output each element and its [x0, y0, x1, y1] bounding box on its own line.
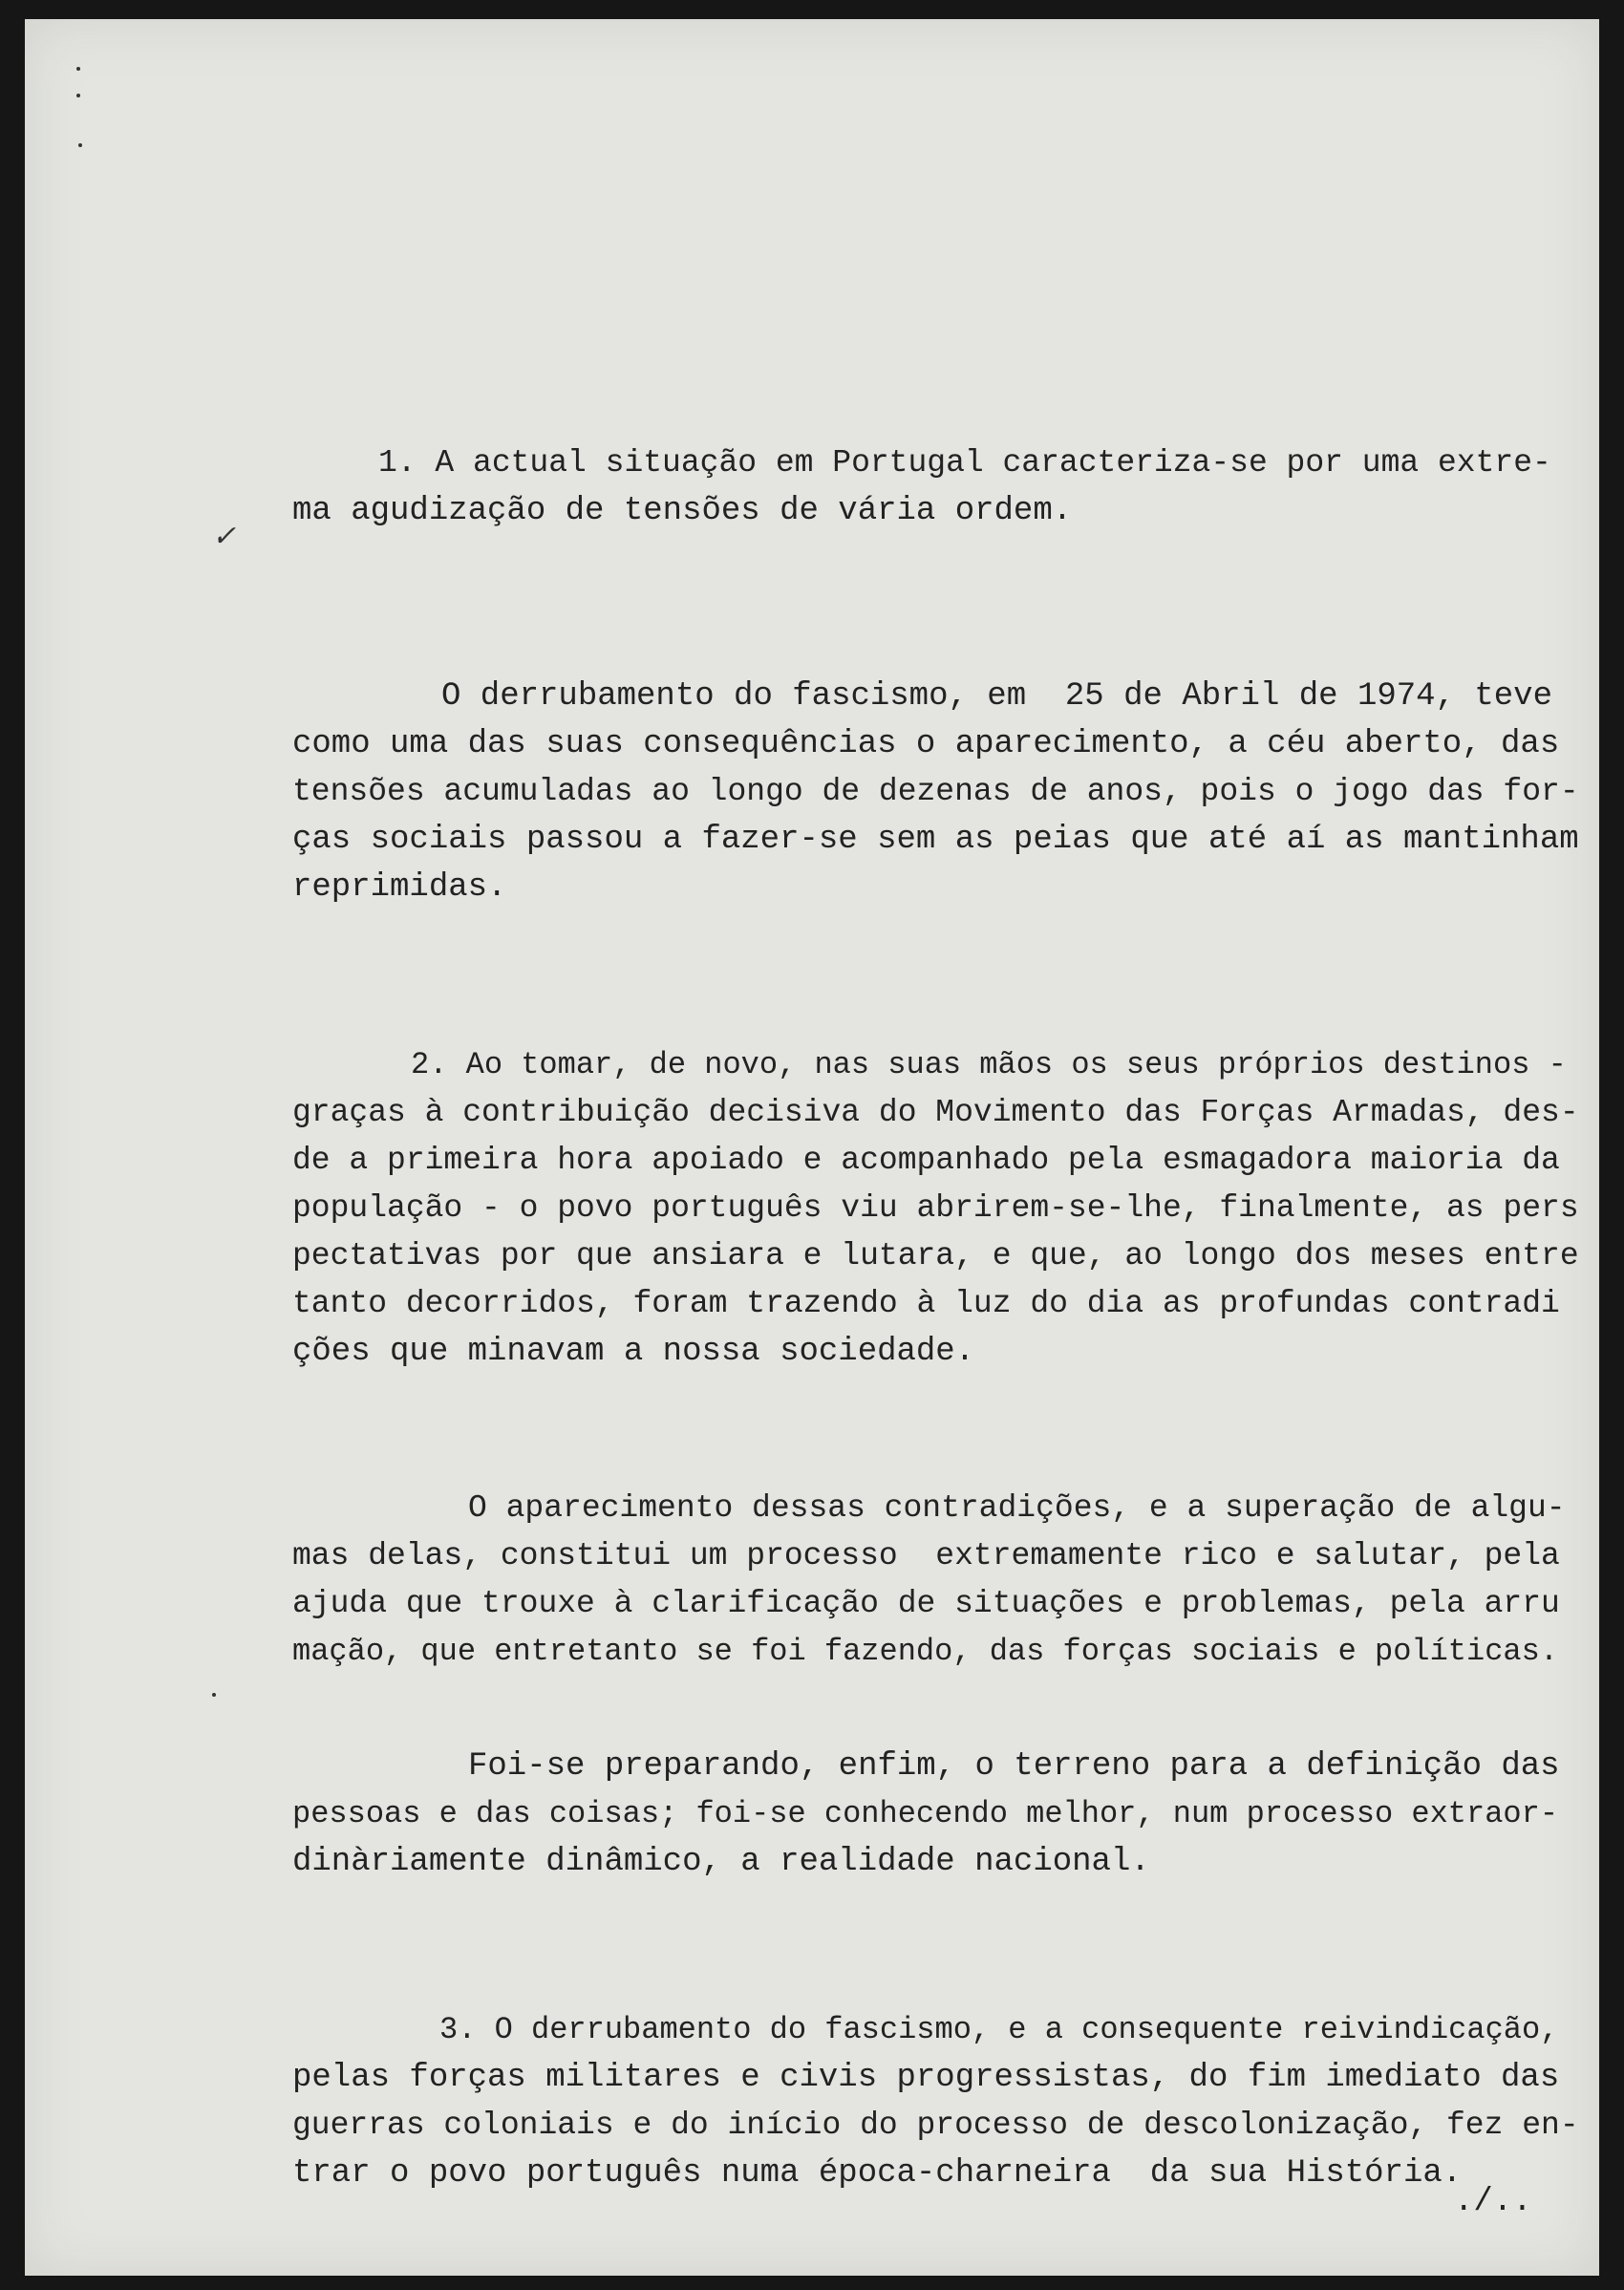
paragraph-3-line-4: população - o povo português viu abrirem-se-lhe, finalmente, as pers [292, 1190, 1579, 1226]
paragraph-5-line-1: Foi-se preparando, enfim, o terreno para a definição das [468, 1748, 1560, 1785]
paragraph-2-line-1: O derrubamento do fascismo, em 25 de Abril de 1974, teve [441, 678, 1552, 715]
paragraph-2-line-4: ças sociais passou a fazer-se sem as peias que até aí as mantinham [292, 822, 1579, 858]
punch-mark [78, 143, 82, 147]
paragraph-4-line-4: mação, que entretanto se foi fazendo, das forças sociais e políticas. [292, 1634, 1559, 1669]
paragraph-3-line-3: de a primeira hora apoiado e acompanhado pela esmagadora maioria da [292, 1143, 1560, 1178]
paragraph-3-line-2: graças à contribuição decisiva do Movimento das Forças Armadas, des- [292, 1095, 1579, 1130]
paragraph-1-line-2: ma agudização de tensões de vária ordem. [292, 493, 1073, 529]
punch-mark [76, 67, 80, 71]
paragraph-3-line-7: ções que minavam a nossa sociedade. [292, 1334, 975, 1370]
paragraph-4-line-3: ajuda que trouxe à clarificação de situações e problemas, pela arru [292, 1586, 1560, 1621]
paragraph-6-line-4: trar o povo português numa época-charneira da sua História. [292, 2155, 1463, 2192]
paragraph-3-line-1: 2. Ao tomar, de novo, nas suas mãos os seus próprios destinos - [411, 1047, 1567, 1082]
margin-check-mark: ✓ [212, 523, 237, 555]
paragraph-3-line-5: pectativas por que ansiara e lutara, e que, ao longo dos meses entre [292, 1238, 1579, 1273]
paragraph-5-line-2: pessoas e das coisas; foi-se conhecendo melhor, num processo extraor- [292, 1796, 1559, 1831]
paragraph-6-line-3: guerras coloniais e do início do processo de descolonização, fez en- [292, 2108, 1579, 2143]
paragraph-1-line-1: 1. A actual situação em Portugal caracteriza-se por uma extre- [378, 445, 1551, 481]
paragraph-2-line-5: reprimidas. [292, 869, 507, 906]
paragraph-3-line-6: tanto decorridos, foram trazendo à luz do dia as profundas contradi [292, 1286, 1560, 1321]
paragraph-5-line-3: dinàriamente dinâmico, a realidade nacional. [292, 1844, 1150, 1880]
paragraph-4-line-2: mas delas, constitui um processo extremamente rico e salutar, pela [292, 1538, 1560, 1573]
paragraph-4-line-1: O aparecimento dessas contradições, e a superação de algu- [468, 1490, 1566, 1526]
paragraph-6-line-2: pelas forças militares e civis progressistas, do fim imediato das [292, 2060, 1560, 2096]
paragraph-2-line-2: como uma das suas consequências o aparecimento, a céu aberto, das [292, 726, 1560, 762]
punch-mark [76, 94, 80, 97]
punch-mark [212, 1693, 216, 1697]
paragraph-6-line-1: 3. O derrubamento do fascismo, e a consequente reivindicação, [439, 2012, 1559, 2047]
document-page [25, 19, 1599, 2276]
continuation-marker: ./.. [1454, 2184, 1532, 2220]
paragraph-2-line-3: tensões acumuladas ao longo de dezenas de anos, pois o jogo das for- [292, 774, 1579, 809]
